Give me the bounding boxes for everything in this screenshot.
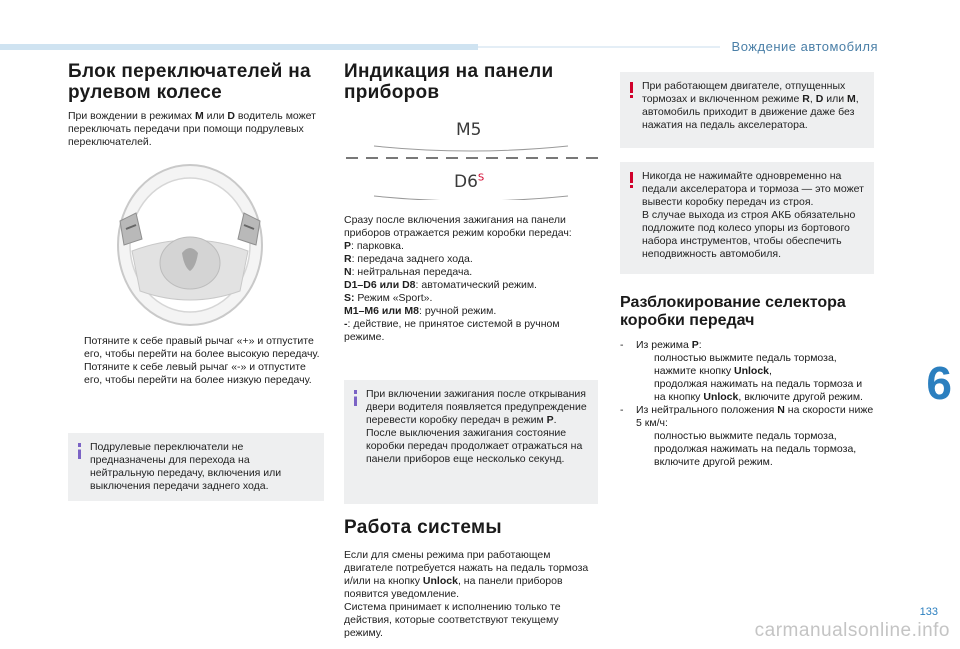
watermark: carmanualsonline.info (754, 620, 950, 641)
instrument-panel-illustration (344, 116, 598, 200)
bullet-downshift: Потяните к себе левый рычаг «-» и отпустите его, чтобы перейти на более низкую передачу. (68, 361, 324, 387)
mode-item: S: Режим «Sport». (344, 291, 433, 304)
mode-item: R: передача заднего хода. (344, 252, 473, 265)
info-icon (78, 443, 81, 459)
mode-item: P: парковка. (344, 239, 404, 252)
bullet-mark (68, 361, 84, 387)
steering-wheel-illustration (68, 159, 324, 331)
warning-icon (630, 172, 633, 188)
bullet-upshift: Потяните к себе правый рычаг «+» и отпустите его, чтобы перейти на более высокую передачу. (68, 335, 324, 361)
section-title-operation: Работа системы (344, 516, 502, 538)
warning-box-pedals: Никогда не нажимайте одновременно на педали акселератора и тормоза — это может вывести коробку передач из строя. В случае выхода из строя АКБ обязательно подложите под колесо упоры из бортового набора инструментов, чтобы обеспечить неподвижность автомобиля. (620, 162, 874, 274)
unlock-steps (620, 339, 874, 469)
panel-label-bottom: $D6^S$ (454, 171, 485, 192)
step-from-park-items (620, 352, 874, 404)
info-icon (354, 390, 357, 406)
section-title-paddles: Блок переключателей на рулевом колесе (68, 61, 311, 103)
bullet-mark (68, 335, 84, 361)
list-item: продолжая нажимать на педаль тормоза и на кнопку Unlock, включите другой режим. (654, 378, 863, 404)
list-item: полностью выжмите педаль тормоза, (654, 430, 837, 443)
chapter-number: 6 (926, 357, 952, 409)
column-instrument-display (344, 62, 598, 640)
paddles-intro: При вождении в режимах M или D водитель может переключать передачи при помощи подрулевых переключателей. (68, 109, 316, 148)
sport-mark: S (477, 172, 485, 184)
operation-text-2: Система принимает к исполнению только те действия, которые соответствуют текущему режиму. (344, 600, 561, 639)
list-item: продолжая нажимать на педаль тормоза, включите другой режим. (654, 443, 857, 469)
display-intro: Сразу после включения зажигания на панели приборов отражается режим коробки передач: (344, 213, 572, 239)
mode-item: -: действие, не принятое системой в ручном режиме. (344, 317, 560, 343)
step-from-neutral-items (620, 430, 874, 469)
column-steering-paddles (68, 62, 324, 501)
list-item: нажмите кнопку Unlock, (654, 365, 772, 378)
info-box-display: При включении зажигания после открывания двери водителя появляется предупреждение перевести коробку передач в режим P. После выключения зажигания состояние коробки передач продолжает отражаться на панели приборов еще несколько секунд. (344, 380, 598, 504)
mode-item: D1–D6 или D8: автоматический режим. (344, 278, 537, 291)
mode-list (344, 240, 598, 344)
section-title-unlock: Разблокирование селектора коробки передач (620, 294, 846, 329)
paddles-bullets (68, 335, 324, 387)
warning-icon (630, 82, 633, 98)
mode-item: M1–M6 или M8: ручной режим. (344, 304, 497, 317)
info-box-paddles: Подрулевые переключатели не предназначены для перехода на нейтральную передачу, включения или выключения передачи заднего хода. (68, 433, 324, 501)
column-warnings-unlock (620, 72, 874, 469)
chapter-title: Вождение автомобиля (731, 39, 878, 54)
operation-text: Если для смены режима при работающем двигателе потребуется нажать на педаль тормоза и/или на кнопку Unlock, на панели приборов появится уведомление. (344, 548, 589, 600)
header-bar-line (478, 46, 720, 48)
panel-label-top: M5 (456, 119, 482, 140)
section-title-display: Индикация на панели приборов (344, 61, 554, 103)
step-from-neutral: - Из нейтрального положения N на скорости ниже 5 км/ч: (620, 404, 874, 430)
page-number: 133 (919, 606, 938, 618)
step-from-park: - Из режима P: (620, 339, 702, 352)
header-bar (0, 44, 478, 50)
warning-box-creep: При работающем двигателе, отпущенных тормозах и включенном режиме R, D или M, автомобиль приходит в движение даже без нажатия на педаль акселератора. (620, 72, 874, 148)
list-item: полностью выжмите педаль тормоза, (654, 352, 837, 365)
mode-item: N: нейтральная передача. (344, 265, 473, 278)
